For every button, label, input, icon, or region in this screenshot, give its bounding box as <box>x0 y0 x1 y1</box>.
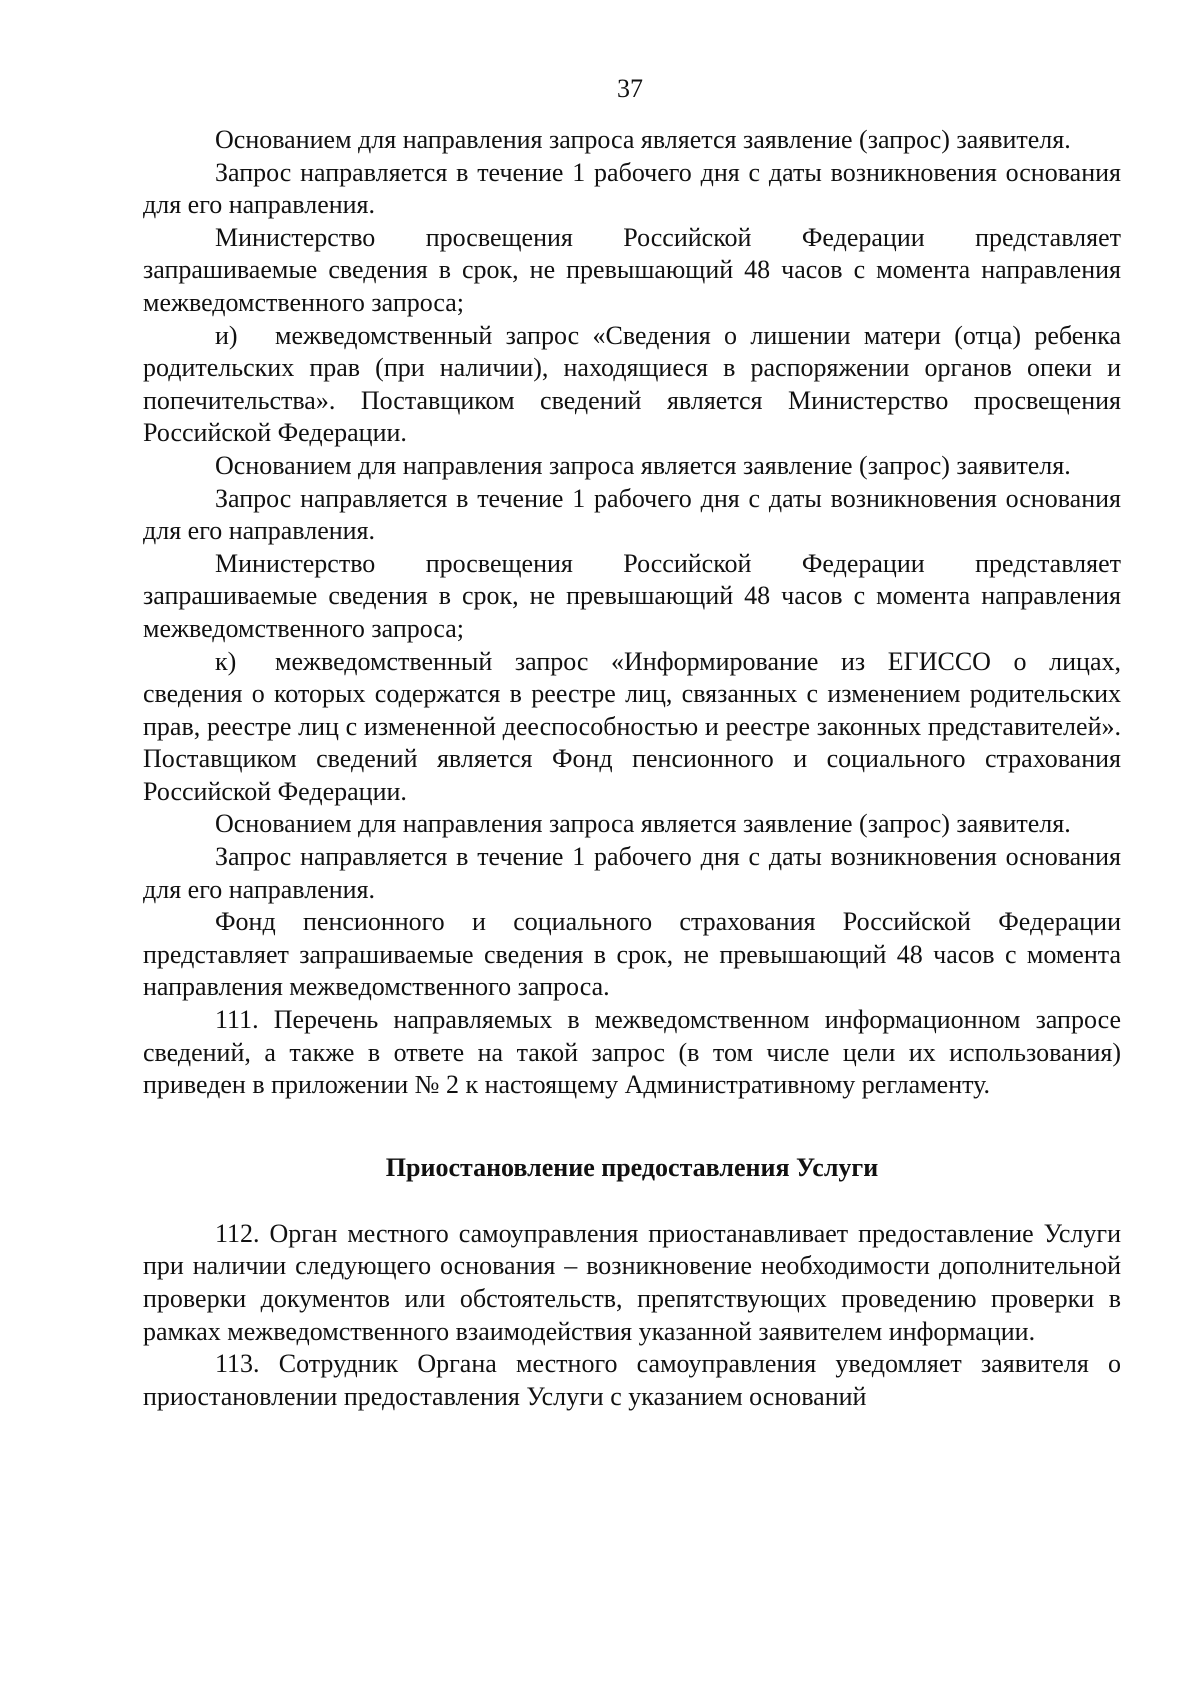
paragraph-point-111: 111. Перечень направляемых в межведомственном информационном запросе сведений, а также в ответе на такой запрос (в том числе цели их использования) приведен в приложении № 2 к настоящему Административному регламенту. <box>143 1005 1121 1100</box>
document-body <box>143 124 1121 1413</box>
paragraph-ministry-provides: Министерство просвещения Российской Федерации представляет запрашиваемые сведения в срок, не превышающий 48 часов с момента направления межведомственного запроса; <box>143 222 1121 317</box>
list-marker-i: и) <box>215 320 238 350</box>
section-heading: Приостановление предоставления Услуги <box>385 1152 879 1182</box>
paragraph-request-term: Запрос направляется в течение 1 рабочего дня с даты возникновения основания для его направления. <box>143 483 1121 546</box>
paragraph-request-term: Запрос направляется в течение 1 рабочего дня с даты возникновения основания для его направления. <box>143 842 1121 904</box>
paragraph-request-term: Запрос направляется в течение 1 рабочего дня с даты возникновения основания для его направления. <box>143 157 1121 220</box>
paragraph-basis: Основанием для направления запроса является заявление (запрос) заявителя. <box>215 125 1071 154</box>
paragraph-ministry-provides: Министерство просвещения Российской Федерации представляет запрашиваемые сведения в срок, не превышающий 48 часов с момента направления межведомственного запроса; <box>143 548 1121 643</box>
list-item-k <box>143 646 1121 809</box>
list-item-i <box>143 320 1121 450</box>
paragraph-fund-provides: Фонд пенсионного и социального страхования Российской Федерации представляет запрашиваемые сведения в срок, не превышающий 48 часов с момента направления межведомственного запроса. <box>143 907 1121 1002</box>
list-text-i: межведомственный запрос «Сведения о лишении матери (отца) ребенка родительских прав (при наличии), находящиеся в распоряжении органов опеки и попечительства». Поставщиком сведений является Министерство просвещения Российской Федерации. <box>143 320 1121 448</box>
paragraph-basis: Основанием для направления запроса является заявление (запрос) заявителя. <box>215 809 1071 839</box>
paragraph-basis: Основанием для направления запроса является заявление (запрос) заявителя. <box>215 450 1071 480</box>
page-number: 37 <box>617 74 643 103</box>
list-marker-k: к) <box>215 646 237 676</box>
list-text-k: межведомственный запрос «Информирование из ЕГИССО о лицах, сведения о которых содержатся в реестре лиц, связанных с изменением родительских прав, реестре лиц с измененной дееспособностью и реестре законных представителей». Поставщиком сведений является Фонд пенсионного и социального страхования Российской Федерации. <box>143 646 1121 806</box>
paragraph-point-112: 112. Орган местного самоуправления приостанавливает предоставление Услуги при наличии следующего основания – возникновение необходимости дополнительной проверки документов или обстоятельств, препятствующих проведению проверки в рамках межведомственного взаимодействия указанной заявителем информации. <box>143 1218 1121 1346</box>
paragraph-point-113: 113. Сотрудник Органа местного самоуправления уведомляет заявителя о приостановлении предоставления Услуги с указанием оснований <box>143 1349 1121 1411</box>
